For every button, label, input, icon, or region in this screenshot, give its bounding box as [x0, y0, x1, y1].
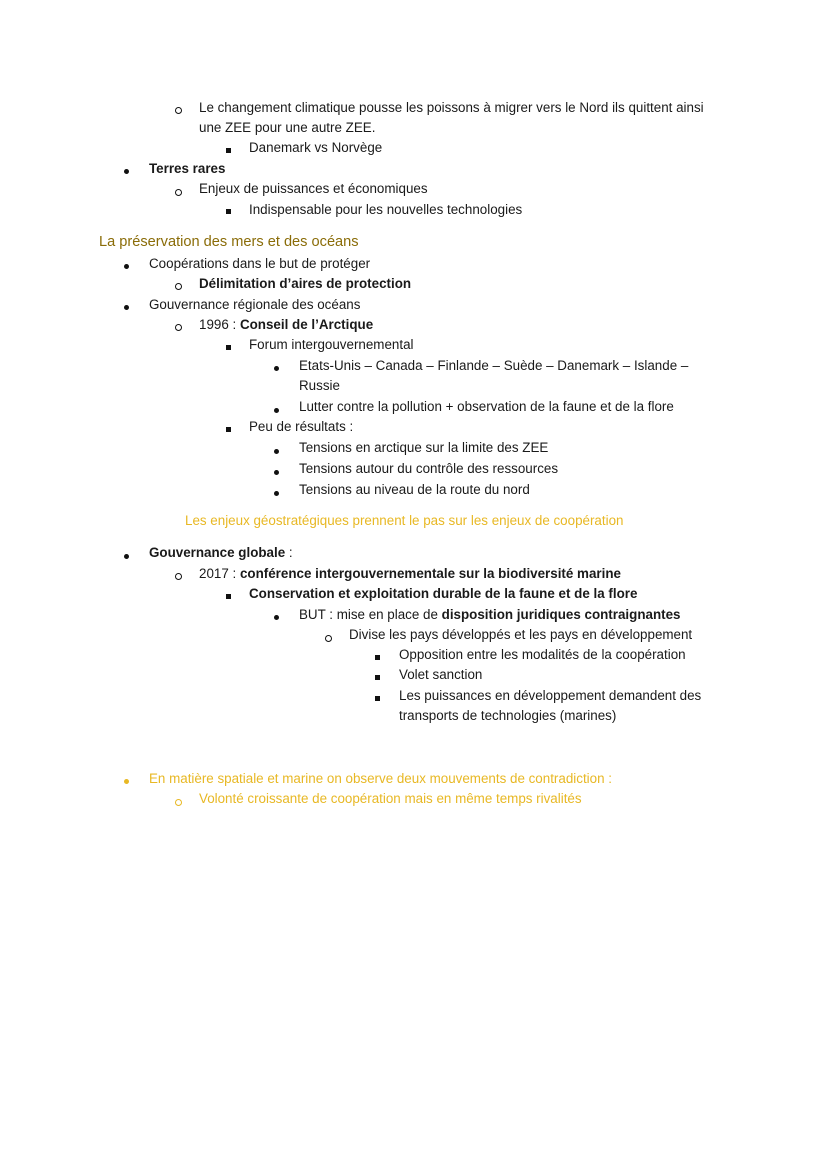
circle-bullet-icon [175, 283, 182, 290]
list-item: Danemark vs Norvège [249, 140, 383, 155]
list-item: Forum intergouvernemental [249, 337, 414, 352]
disc-bullet-icon [124, 305, 129, 310]
circle-bullet-icon [175, 799, 182, 806]
square-bullet-icon [226, 345, 231, 350]
list-item: Tensions au niveau de la route du nord [299, 482, 530, 497]
list-item: Lutter contre la pollution + observation de la faune et de la flore [299, 399, 674, 414]
list-item [299, 605, 680, 625]
list-item [199, 564, 621, 584]
list-item-continued: transports de technologies (marines) [399, 708, 617, 723]
square-bullet-icon [226, 148, 231, 153]
circle-bullet-icon [175, 573, 182, 580]
list-item: Conservation et exploitation durable de la faune et de la flore [249, 586, 638, 601]
square-bullet-icon [226, 594, 231, 599]
list-item [149, 543, 293, 563]
emphasis: Gouvernance globale [149, 545, 286, 560]
emphasis: conférence intergouvernementale sur la biodiversité marine [239, 566, 621, 581]
list-item: Etats-Unis – Canada – Finlande – Suède – Danemark – Islande – [299, 358, 689, 373]
list-item: Tensions en arctique sur la limite des ZEE [299, 440, 549, 455]
disc-bullet-icon [274, 366, 279, 371]
date-prefix: 2017 : [199, 566, 240, 581]
circle-bullet-icon [175, 189, 182, 196]
circle-bullet-icon [325, 635, 332, 642]
list-item: Volet sanction [399, 667, 483, 682]
disc-bullet-icon [274, 449, 279, 454]
list-item: Le changement climatique pousse les poissons à migrer vers le Nord ils quittent ainsi [199, 100, 704, 115]
list-item [199, 315, 373, 335]
list-item-continued: Russie [299, 378, 340, 393]
suffix: : [285, 545, 293, 560]
square-bullet-icon [375, 696, 380, 701]
list-item: Opposition entre les modalités de la coopération [399, 647, 686, 662]
square-bullet-icon [226, 427, 231, 432]
disc-bullet-icon [274, 408, 279, 413]
list-item: Les puissances en développement demandent des [399, 688, 702, 703]
disc-bullet-icon [124, 554, 129, 559]
list-item: Délimitation d’aires de protection [199, 276, 412, 291]
disc-bullet-icon [124, 169, 129, 174]
emphasis: disposition juridiques contraignantes [441, 607, 681, 622]
disc-bullet-icon [274, 615, 279, 620]
square-bullet-icon [375, 655, 380, 660]
prefix: BUT : mise en place de [299, 607, 442, 622]
list-item: Enjeux de puissances et économiques [199, 181, 428, 196]
highlight-note: Les enjeux géostratégiques prennent le pas sur les enjeux de coopération [185, 513, 624, 528]
disc-bullet-icon [274, 470, 279, 475]
list-item: Divise les pays développés et les pays en développement [349, 627, 693, 642]
list-item: Coopérations dans le but de protéger [149, 256, 371, 271]
list-item-continued: une ZEE pour une autre ZEE. [199, 120, 376, 135]
disc-bullet-icon [274, 491, 279, 496]
disc-bullet-icon [124, 779, 129, 784]
disc-bullet-icon [124, 264, 129, 269]
list-item: Terres rares [149, 161, 226, 176]
list-item: Indispensable pour les nouvelles technologies [249, 202, 523, 217]
list-item: Gouvernance régionale des océans [149, 297, 361, 312]
emphasis: Conseil de l’Arctique [239, 317, 374, 332]
conclusion-item: En matière spatiale et marine on observe deux mouvements de contradiction : [149, 771, 612, 786]
circle-bullet-icon [175, 324, 182, 331]
circle-bullet-icon [175, 107, 182, 114]
date-prefix: 1996 : [199, 317, 240, 332]
square-bullet-icon [226, 209, 231, 214]
conclusion-subitem: Volonté croissante de coopération mais en même temps rivalités [199, 791, 582, 806]
list-item: Tensions autour du contrôle des ressources [299, 461, 559, 476]
list-item: Peu de résultats : [249, 419, 354, 434]
square-bullet-icon [375, 675, 380, 680]
section-heading: La préservation des mers et des océans [99, 234, 359, 250]
